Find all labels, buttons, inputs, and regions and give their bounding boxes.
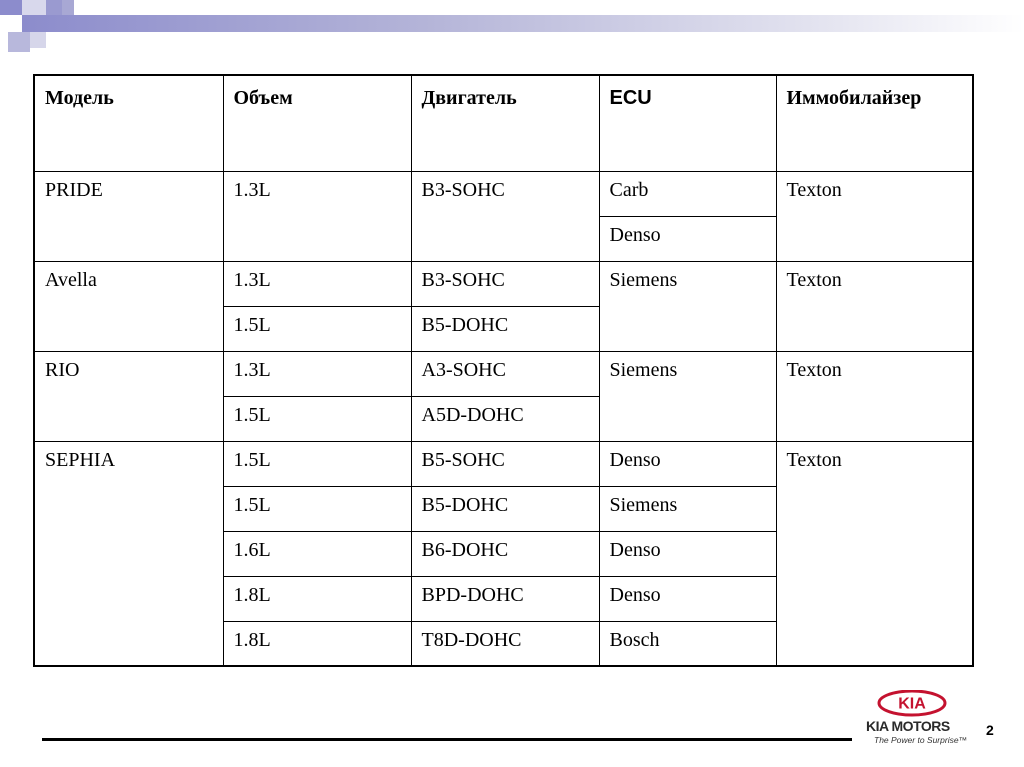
cell-ecu: Denso [599, 441, 776, 486]
cell-volume: 1.5L [223, 486, 411, 531]
cell-immobilizer: Texton [776, 261, 973, 351]
cell-engine: B6-DOHC [411, 531, 599, 576]
cell-ecu: Denso [599, 216, 776, 261]
cell-model: Avella [34, 261, 223, 351]
cell-model: RIO [34, 351, 223, 441]
cell-volume: 1.3L [223, 351, 411, 396]
table-row [34, 171, 973, 216]
cell-volume: 1.3L [223, 171, 411, 261]
cell-volume: 1.5L [223, 306, 411, 351]
footer-divider [42, 738, 852, 741]
cell-ecu: Siemens [599, 486, 776, 531]
cell-volume: 1.6L [223, 531, 411, 576]
table-row [34, 441, 973, 486]
cell-immobilizer: Texton [776, 171, 973, 261]
cell-volume: 1.3L [223, 261, 411, 306]
cell-ecu: Siemens [599, 261, 776, 351]
cell-ecu: Denso [599, 531, 776, 576]
cell-engine: B3-SOHC [411, 171, 599, 261]
brand-tagline: The Power to Surprise™ [874, 735, 968, 745]
cell-ecu: Denso [599, 576, 776, 621]
header-immobilizer: Иммобилайзер [776, 75, 973, 171]
cell-ecu: Carb [599, 171, 776, 216]
cell-engine: A5D-DOHC [411, 396, 599, 441]
table-row [34, 351, 973, 396]
page-number: 2 [986, 722, 994, 738]
table-header-row [34, 75, 973, 171]
cell-volume: 1.8L [223, 621, 411, 666]
cell-engine: B5-DOHC [411, 306, 599, 351]
cell-volume: 1.5L [223, 441, 411, 486]
kia-logo-text: KIA [898, 695, 926, 713]
header-gradient-bar [22, 15, 1024, 32]
cell-model: PRIDE [34, 171, 223, 261]
cell-immobilizer: Texton [776, 441, 973, 666]
cell-ecu: Bosch [599, 621, 776, 666]
cell-engine: B3-SOHC [411, 261, 599, 306]
cell-engine: A3-SOHC [411, 351, 599, 396]
cell-model: SEPHIA [34, 441, 223, 666]
header-model: Модель [34, 75, 223, 171]
cell-volume: 1.8L [223, 576, 411, 621]
cell-engine: T8D-DOHC [411, 621, 599, 666]
cell-engine: B5-DOHC [411, 486, 599, 531]
table-row [34, 261, 973, 306]
header-volume: Объем [223, 75, 411, 171]
header-ecu: ECU [599, 75, 776, 171]
cell-engine: B5-SOHC [411, 441, 599, 486]
cell-engine: BPD-DOHC [411, 576, 599, 621]
cell-ecu: Siemens [599, 351, 776, 441]
header-engine: Двигатель [411, 75, 599, 171]
cell-volume: 1.5L [223, 396, 411, 441]
engine-ecu-table [33, 74, 974, 667]
brand-name: KIA MOTORS [866, 718, 950, 734]
cell-immobilizer: Texton [776, 351, 973, 441]
